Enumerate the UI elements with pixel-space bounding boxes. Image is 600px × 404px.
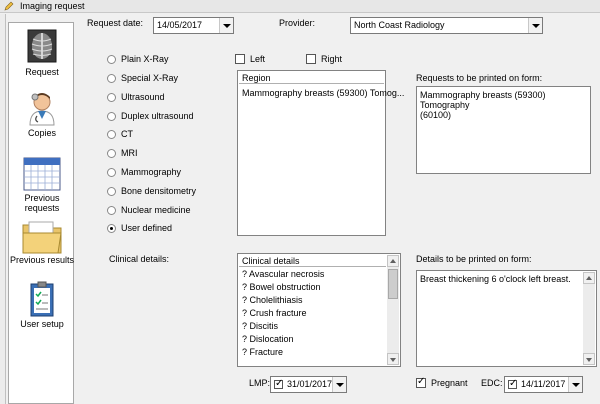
sidebar-item-label: Previous requests: [24, 193, 60, 213]
edc-label: EDC:: [481, 378, 503, 388]
radio-button[interactable]: [107, 149, 116, 158]
requests-printed-label: Requests to be printed on form:: [416, 73, 543, 83]
radio-button[interactable]: [107, 112, 116, 121]
sidebar: [8, 22, 74, 404]
lmp-label: LMP:: [249, 378, 271, 388]
radio-button[interactable]: [107, 130, 116, 139]
left-label: Left: [250, 54, 266, 64]
modality-label: Plain X-Ray: [121, 54, 169, 64]
modality-label: Mammography: [121, 167, 182, 177]
lmp-value: 31/01/2017: [287, 379, 333, 389]
list-item[interactable]: ? Avascular necrosis: [242, 269, 325, 279]
sidebar-item-previous-requests[interactable]: [9, 155, 75, 213]
provider-select[interactable]: [350, 17, 543, 34]
sidebar-item-request[interactable]: [9, 29, 75, 77]
details-printed-field[interactable]: [416, 270, 597, 367]
lmp-date-picker[interactable]: [270, 376, 347, 393]
modality-label: User defined: [121, 223, 173, 233]
sidebar-item-user-setup[interactable]: [9, 281, 75, 329]
left-checkbox[interactable]: [235, 54, 245, 64]
provider-value: North Coast Radiology: [354, 20, 445, 30]
requests-printed-field[interactable]: [416, 86, 591, 174]
sidebar-item-label: User setup: [20, 319, 64, 329]
list-item[interactable]: Mammography breasts (59300) Tomog...: [242, 88, 405, 98]
edc-value: 14/11/2017: [521, 379, 566, 389]
chevron-down-icon[interactable]: [219, 18, 233, 33]
modality-label: CT: [121, 129, 133, 139]
title-bar: [0, 0, 600, 13]
details-printed-label: Details to be printed on form:: [416, 254, 532, 264]
clinical-details-scrollbar[interactable]: [387, 255, 399, 365]
radio-button[interactable]: [107, 93, 116, 102]
xray-icon: [27, 29, 57, 63]
scrollbar-thumb[interactable]: [388, 269, 398, 299]
request-date-picker[interactable]: [153, 17, 234, 34]
sidebar-item-label: Copies: [27, 128, 56, 138]
sidebar-item-label: Request: [25, 67, 59, 77]
chevron-down-icon[interactable]: [528, 18, 542, 33]
region-list[interactable]: [237, 70, 405, 236]
details-printed-scrollbar[interactable]: [583, 272, 595, 365]
sidebar-item-copies[interactable]: [9, 89, 75, 138]
clinical-details-list[interactable]: [237, 253, 401, 367]
modality-label: Duplex ultrasound: [121, 111, 194, 121]
clinical-details-header: Clinical details: [239, 255, 386, 267]
pregnant-label: Pregnant: [431, 378, 468, 388]
right-checkbox[interactable]: [306, 54, 316, 64]
lmp-checkbox[interactable]: [274, 380, 283, 389]
modality-label: Special X-Ray: [121, 73, 179, 83]
doctor-icon: [26, 89, 58, 125]
radio-button[interactable]: [107, 206, 116, 215]
radio-button[interactable]: [107, 168, 116, 177]
scroll-up-icon[interactable]: [583, 272, 595, 284]
modality-label: MRI: [121, 148, 138, 158]
radio-button[interactable]: [107, 224, 116, 233]
left-edge: [0, 14, 6, 404]
pencil-icon: [4, 1, 14, 11]
scroll-down-icon[interactable]: [583, 353, 595, 365]
list-item[interactable]: ? Crush fracture: [242, 308, 307, 318]
list-item[interactable]: ? Fracture: [242, 347, 284, 357]
radio-button[interactable]: [107, 74, 116, 83]
requests-printed-value: Mammography breasts (59300) Tomography (60100): [420, 90, 546, 120]
sidebar-item-previous-results[interactable]: [9, 219, 75, 265]
calendar-icon: [23, 155, 61, 191]
chevron-down-icon[interactable]: [568, 377, 582, 392]
request-date-value: 14/05/2017: [157, 20, 203, 30]
chevron-down-icon[interactable]: [332, 377, 346, 392]
list-item[interactable]: ? Bowel obstruction: [242, 282, 321, 292]
radio-button[interactable]: [107, 55, 116, 64]
right-label: Right: [321, 54, 343, 64]
scroll-up-icon[interactable]: [387, 255, 399, 267]
pregnant-checkbox[interactable]: [416, 378, 426, 388]
edc-date-picker[interactable]: [504, 376, 583, 393]
clinical-details-label: Clinical details:: [109, 254, 170, 264]
provider-label: Provider:: [279, 18, 316, 28]
edc-checkbox[interactable]: [508, 380, 517, 389]
window-title: Imaging request: [20, 1, 85, 11]
scroll-down-icon[interactable]: [387, 353, 399, 365]
sidebar-item-label: Previous results: [9, 255, 75, 265]
modality-label: Bone densitometry: [121, 186, 197, 196]
list-item[interactable]: ? Cholelithiasis: [242, 295, 303, 305]
list-item[interactable]: ? Discitis: [242, 321, 279, 331]
request-date-label: Request date:: [87, 18, 144, 28]
clipboard-checklist-icon: [30, 281, 54, 317]
folder-icon: [21, 219, 63, 255]
region-header: Region: [239, 72, 384, 84]
modality-label: Nuclear medicine: [121, 205, 191, 215]
modality-label: Ultrasound: [121, 92, 165, 102]
radio-button[interactable]: [107, 187, 116, 196]
list-item[interactable]: ? Dislocation: [242, 334, 294, 344]
details-printed-value: Breast thickening 6 o'clock left breast.: [420, 274, 571, 284]
